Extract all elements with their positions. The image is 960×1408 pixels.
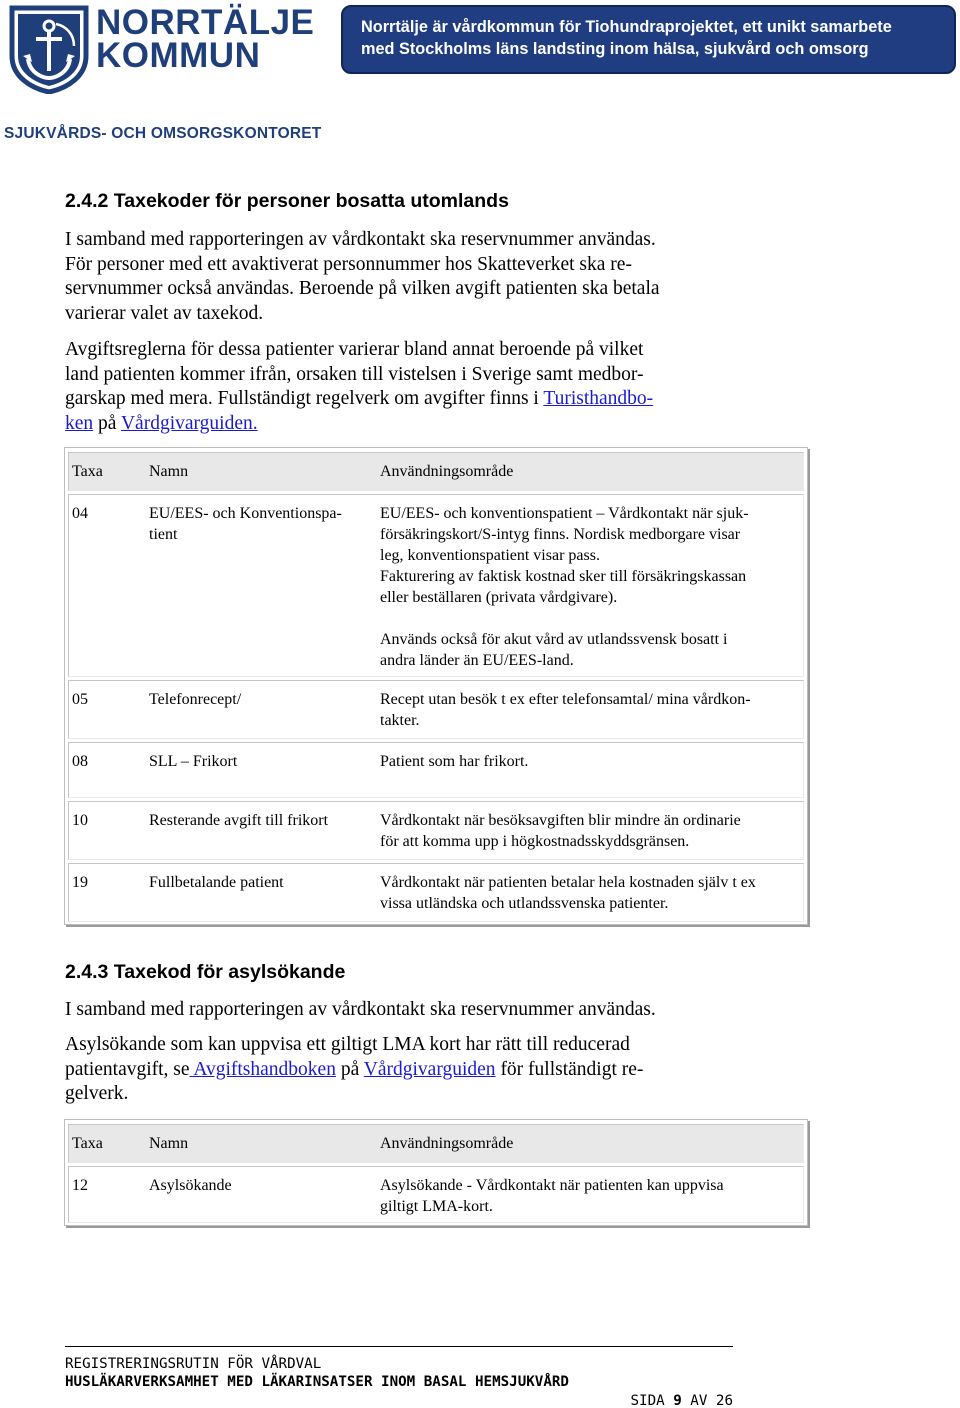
text-line: Asylsökande som kan uppvisa ett giltigt LMA kort har rätt till reducerad bbox=[65, 1034, 630, 1055]
cell-usage bbox=[377, 864, 807, 914]
text-line: eller beställaren (privata vårdgivare). bbox=[380, 589, 618, 606]
text-line: giltigt LMA-kort. bbox=[380, 1198, 493, 1215]
text-line: Recept utan besök t ex efter telefonsamtal/ mina vårdkon- bbox=[380, 691, 751, 708]
text-line: Asylsökande - Vårdkontakt när patienten kan uppvisa bbox=[380, 1177, 724, 1194]
section1-paragraph-1 bbox=[65, 228, 660, 326]
cell-name bbox=[146, 495, 374, 545]
vardgivarguiden-link[interactable]: Vårdgivarguiden. bbox=[120, 412, 258, 434]
cell-code: 08 bbox=[72, 753, 88, 770]
text-line: Avgiftsreglerna för dessa patienter varierar bland annat beroende på vilket bbox=[65, 339, 644, 360]
text-fragment: för fullständigt re- bbox=[495, 1058, 644, 1080]
cell-usage bbox=[377, 681, 807, 731]
banner-line-1: Norrtälje är vårdkommun för Tiohundraprojektet, ett unikt samarbete bbox=[361, 18, 892, 36]
text-fragment: på bbox=[335, 1058, 364, 1080]
footer-rule bbox=[65, 1346, 733, 1347]
text-line: servnummer också användas. Beroende på vilken avgift patienten ska betala bbox=[65, 278, 660, 299]
text-line: För personer med ett avaktiverat personnummer hos Skatteverket ska re- bbox=[65, 253, 632, 275]
page-header bbox=[0, 0, 960, 100]
text-line: för att komma upp i högkostnadsskyddsgränsen. bbox=[380, 833, 690, 850]
text-line: försäkringskort/S-intyg finns. Nordisk medborgare visar bbox=[380, 526, 741, 543]
text-line: EU/EES- och konventionspatient – Vårdkontakt när sjuk- bbox=[380, 505, 749, 522]
page-prefix: SIDA bbox=[630, 1393, 674, 1408]
text-line bbox=[65, 1058, 643, 1083]
page-number bbox=[65, 1392, 733, 1408]
text-fragment: patientavgift, se bbox=[65, 1058, 190, 1080]
text-line: gelverk. bbox=[65, 1083, 129, 1104]
section2-paragraph-2 bbox=[65, 1033, 643, 1107]
header-cell-anvandningsomrade: Användningsområde bbox=[380, 1135, 514, 1152]
text-line bbox=[380, 608, 807, 629]
section-heading-2-4-3: 2.4.3 Taxekod för asylsökande bbox=[65, 961, 346, 983]
office-name: SJUKVÅRDS- OCH OMSORGSKONTORET bbox=[4, 125, 322, 142]
text-line bbox=[65, 387, 653, 412]
text-line: tient bbox=[149, 526, 178, 543]
text-line: Används också för akut vård av utlandssvensk bosatt i bbox=[380, 631, 728, 648]
text-line: EU/EES- och Konventionspa- bbox=[149, 505, 342, 522]
taxecode-table-asylum bbox=[64, 1119, 808, 1226]
avgiftshandboken-link[interactable]: Avgiftshandboken bbox=[189, 1058, 336, 1080]
page-footer bbox=[65, 1346, 733, 1408]
text-line: land patienten kommer ifrån, orsaken till vistelsen i Sverige samt medbor- bbox=[65, 363, 644, 385]
municipality-logo-text bbox=[96, 3, 315, 75]
table-row bbox=[68, 801, 804, 860]
table-row bbox=[68, 680, 804, 739]
cell-code: 19 bbox=[72, 874, 88, 891]
cell-usage bbox=[377, 1167, 807, 1217]
logo-line-1: NORRTÄLJE bbox=[96, 3, 315, 42]
text-line: Fakturering av faktisk kostnad sker till försäkringskassan bbox=[380, 568, 747, 585]
cell-code: 05 bbox=[72, 691, 88, 708]
cell-name: Asylsökande bbox=[149, 1177, 232, 1194]
cell-usage bbox=[377, 495, 807, 671]
text-line: Vårdkontakt när patienten betalar hela kostnaden själv t ex bbox=[380, 874, 756, 891]
table-header-row bbox=[68, 1124, 804, 1163]
cell-name: Resterande avgift till frikort bbox=[149, 812, 329, 829]
table-row bbox=[68, 494, 804, 677]
cell-usage: Patient som har frikort. bbox=[380, 753, 529, 770]
cell-code: 12 bbox=[72, 1177, 88, 1194]
page-current: 9 bbox=[673, 1393, 682, 1408]
section-heading-2-4-2: 2.4.2 Taxekoder för personer bosatta utomlands bbox=[65, 190, 509, 212]
section2-paragraph-1: I samband med rapporteringen av vårdkontakt ska reservnummer användas. bbox=[65, 999, 656, 1020]
norrtalje-anchor-crest-icon bbox=[8, 4, 90, 94]
banner-line-2: med Stockholms läns landsting inom hälsa, sjukvård och omsorg bbox=[361, 40, 869, 58]
header-cell-namn: Namn bbox=[149, 463, 189, 480]
text-line bbox=[65, 412, 653, 437]
section1-paragraph-2 bbox=[65, 338, 653, 436]
text-fragment: garskap med mera. Fullständigt regelverk om avgifter finns i bbox=[65, 388, 544, 409]
footer-title-line-2: HUSLÄKARVERKSAMHET MED LÄKARINSATSER INOM BASAL HEMSJUKVÅRD bbox=[65, 1374, 569, 1390]
footer-title-line-1: REGISTRERINGSRUTIN FÖR VÅRDVAL bbox=[65, 1356, 322, 1372]
table-header-row bbox=[68, 452, 804, 491]
text-line: varierar valet av taxekod. bbox=[65, 302, 264, 324]
table-row bbox=[68, 1166, 804, 1223]
text-line: andra länder än EU/EES-land. bbox=[380, 652, 574, 669]
header-cell-taxa: Taxa bbox=[72, 1135, 103, 1152]
text-line: I samband med rapporteringen av vårdkontakt ska reservnummer användas. bbox=[65, 229, 656, 250]
table-row bbox=[68, 863, 804, 922]
cell-code: 10 bbox=[72, 812, 88, 829]
header-cell-anvandningsomrade: Användningsområde bbox=[380, 463, 514, 480]
page-total: AV 26 bbox=[681, 1393, 733, 1408]
turisthandboken-link[interactable]: Turisthandbo- bbox=[543, 388, 654, 409]
cell-name: SLL – Frikort bbox=[149, 753, 238, 770]
cell-code: 04 bbox=[72, 505, 88, 522]
header-cell-taxa: Taxa bbox=[72, 463, 103, 480]
text-fragment: på bbox=[93, 412, 121, 434]
text-line: takter. bbox=[380, 712, 420, 729]
text-line: leg, konventionspatient visar pass. bbox=[380, 547, 600, 564]
header-cell-namn: Namn bbox=[149, 1135, 189, 1152]
cell-name: Telefonrecept/ bbox=[149, 691, 242, 708]
vardgivarguiden-link-2[interactable]: Vårdgivarguiden bbox=[363, 1058, 496, 1080]
header-banner bbox=[341, 5, 956, 74]
cell-name: Fullbetalande patient bbox=[149, 874, 284, 891]
logo-line-2: KOMMUN bbox=[96, 36, 261, 75]
turisthandboken-link-cont[interactable]: ken bbox=[65, 412, 94, 434]
taxecode-table-abroad bbox=[64, 447, 808, 925]
cell-usage bbox=[377, 802, 807, 852]
text-line: vissa utländska och utlandssvenska patienter. bbox=[380, 895, 669, 912]
table-row bbox=[68, 742, 804, 798]
text-line: Vårdkontakt när besöksavgiften blir mindre än ordinarie bbox=[380, 812, 741, 829]
